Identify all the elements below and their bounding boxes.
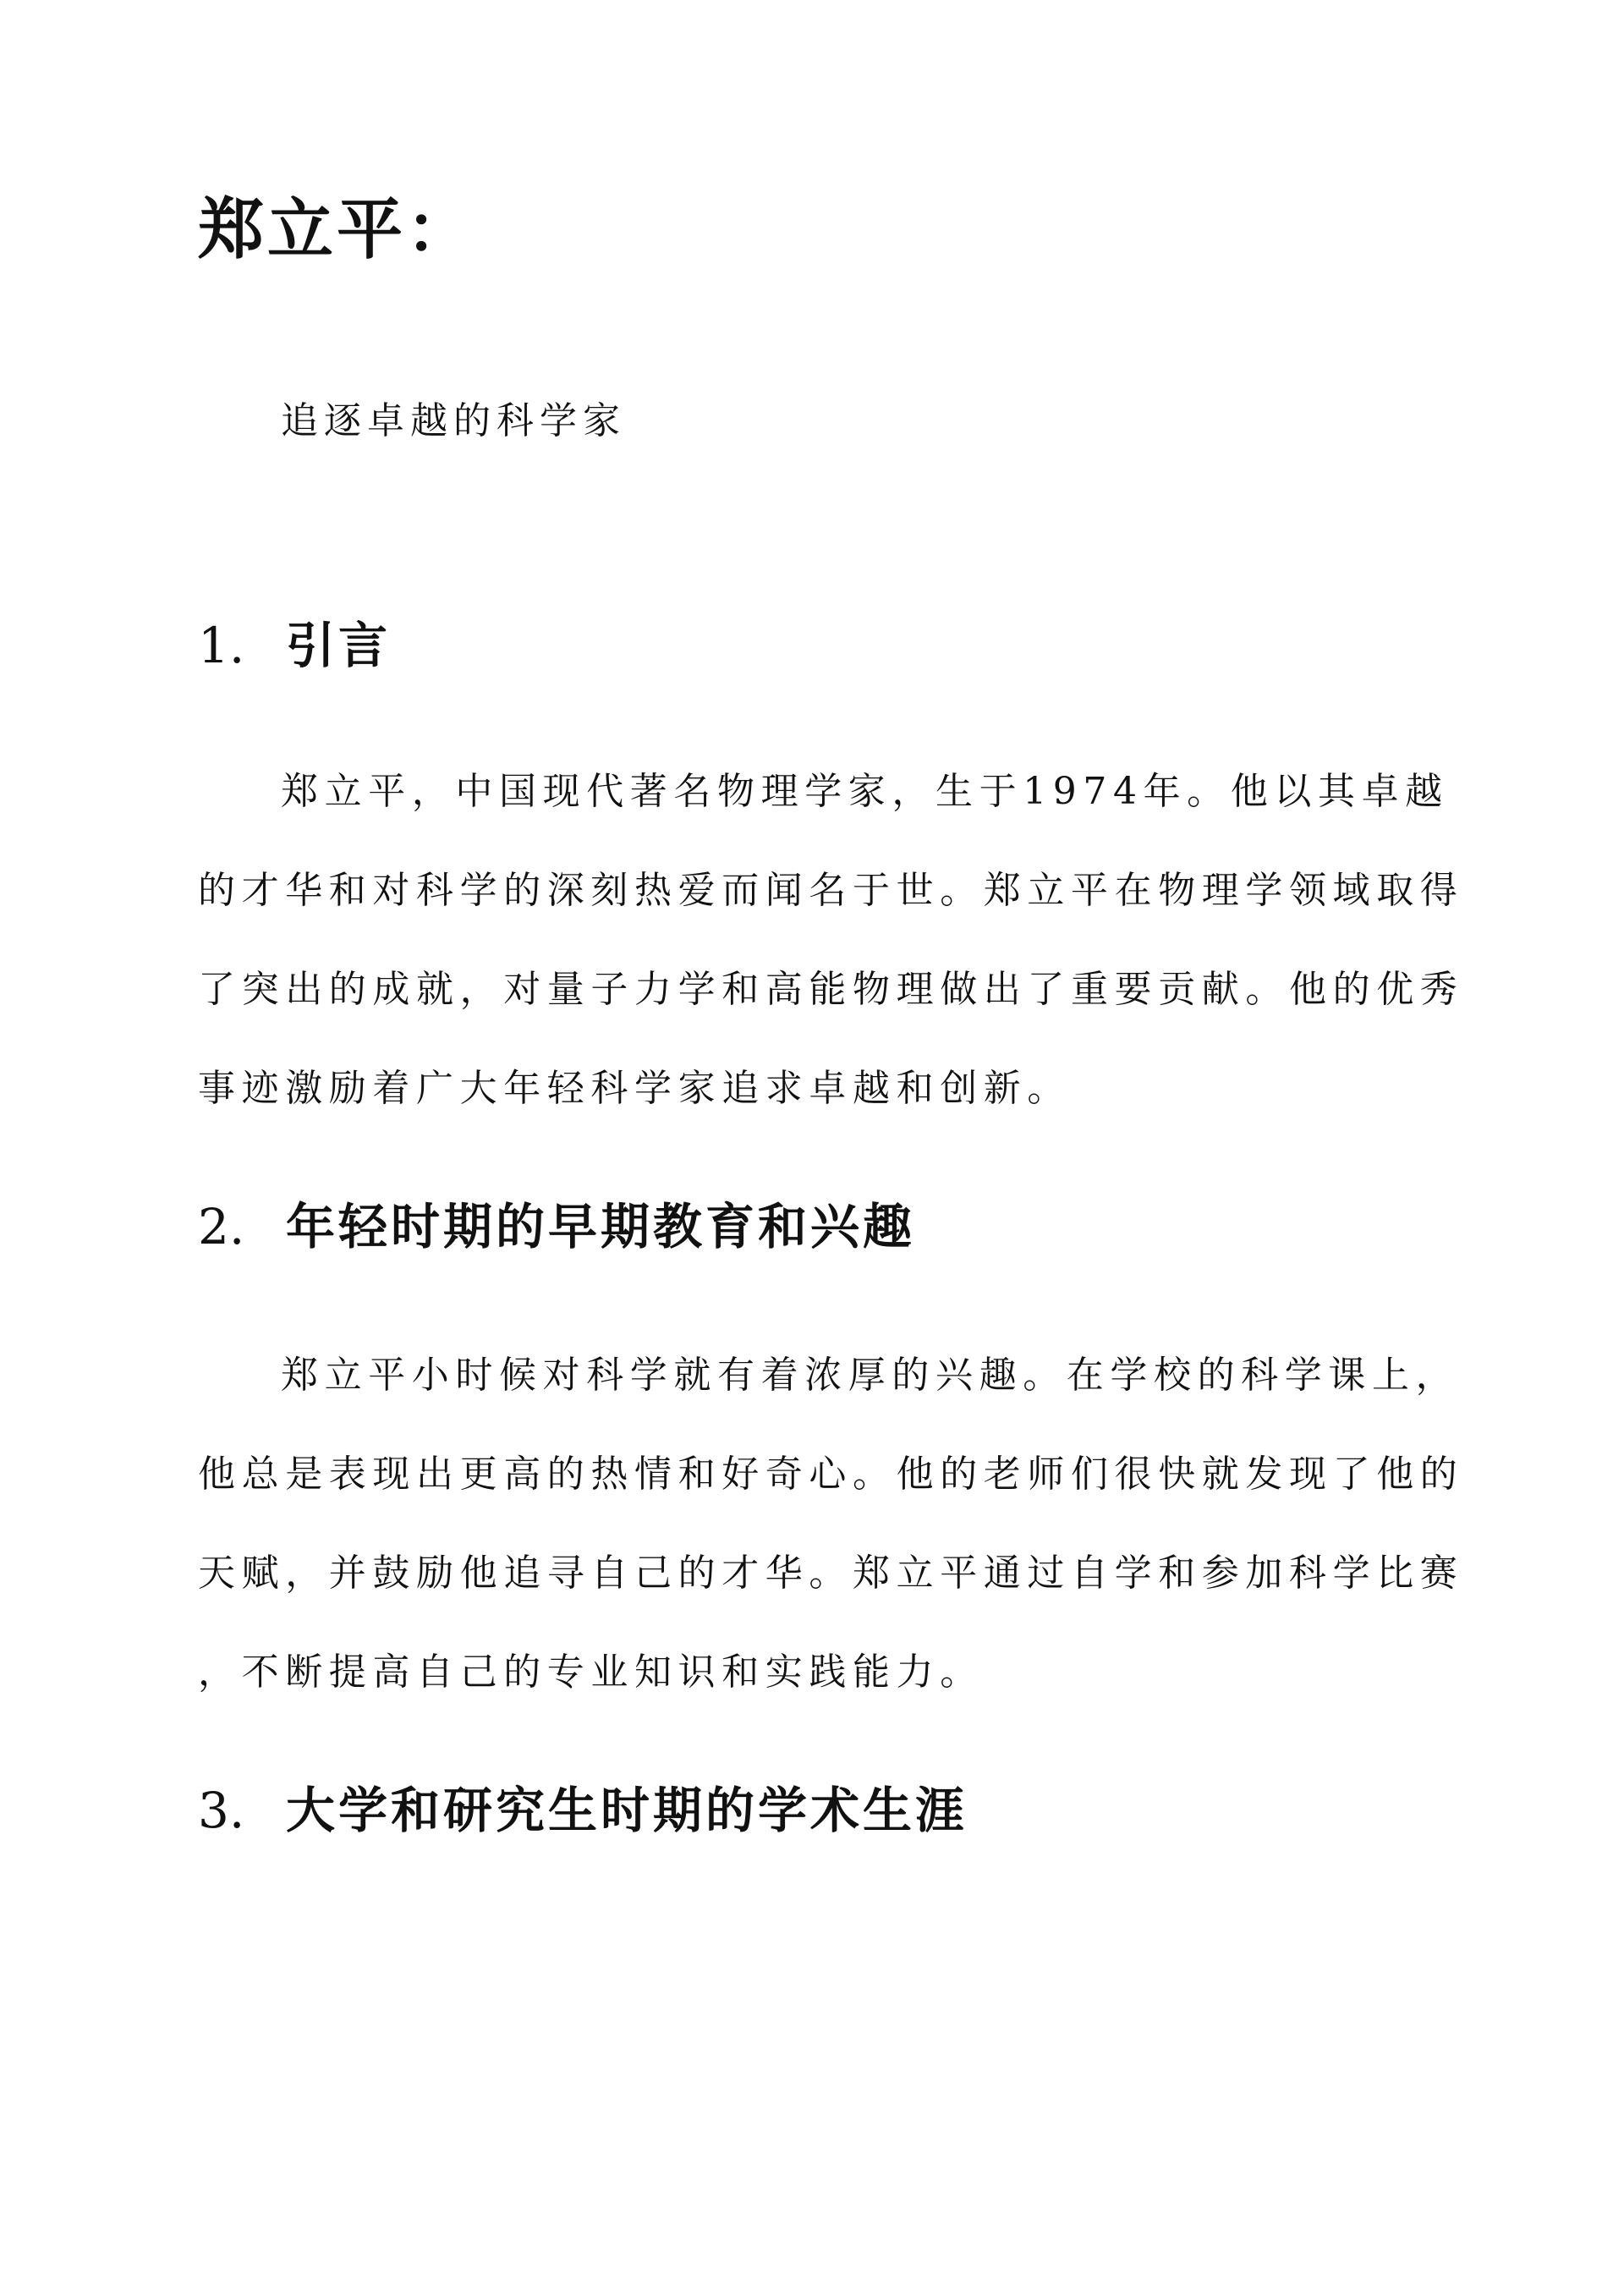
paragraph-line: 了突出的成就，对量子力学和高能物理做出了重要贡献。他的优秀: [198, 968, 1464, 1011]
document-title: 郑立平：: [198, 191, 476, 268]
paragraph-line: 的才华和对科学的深刻热爱而闻名于世。郑立平在物理学领域取得: [198, 869, 1464, 912]
section-title-2: 年轻时期的早期教育和兴趣: [286, 1198, 916, 1255]
paragraph-line: 郑立平小时候对科学就有着浓厚的兴趣。在学校的科学课上，: [281, 1354, 1460, 1397]
section-title-3: 大学和研究生时期的学术生涯: [286, 1782, 968, 1839]
section-heading-1: [198, 612, 391, 679]
section-heading-2: [198, 1193, 915, 1261]
document-subtitle: 追逐卓越的科学家: [281, 399, 626, 442]
paragraph-line: 天赋，并鼓励他追寻自己的才华。郑立平通过自学和参加科学比赛: [198, 1552, 1464, 1595]
section-paragraph-1: [198, 742, 1464, 1138]
paragraph-line: 事迹激励着广大年轻科学家追求卓越和创新。: [198, 1067, 1071, 1110]
section-heading-3: [198, 1777, 968, 1844]
paragraph-line: ，不断提高自己的专业知识和实践能力。: [198, 1651, 984, 1694]
paragraph-line: 郑立平，中国现代著名物理学家，生于1974年。他以其卓越: [281, 770, 1449, 813]
section-title-1: 引言: [286, 617, 392, 674]
section-number-2: 2.: [198, 1198, 245, 1255]
section-paragraph-2: [198, 1326, 1464, 1722]
section-number-3: 3.: [198, 1782, 245, 1839]
paragraph-line: 他总是表现出更高的热情和好奇心。他的老师们很快就发现了他的: [198, 1453, 1464, 1496]
section-number-1: 1.: [198, 617, 245, 674]
